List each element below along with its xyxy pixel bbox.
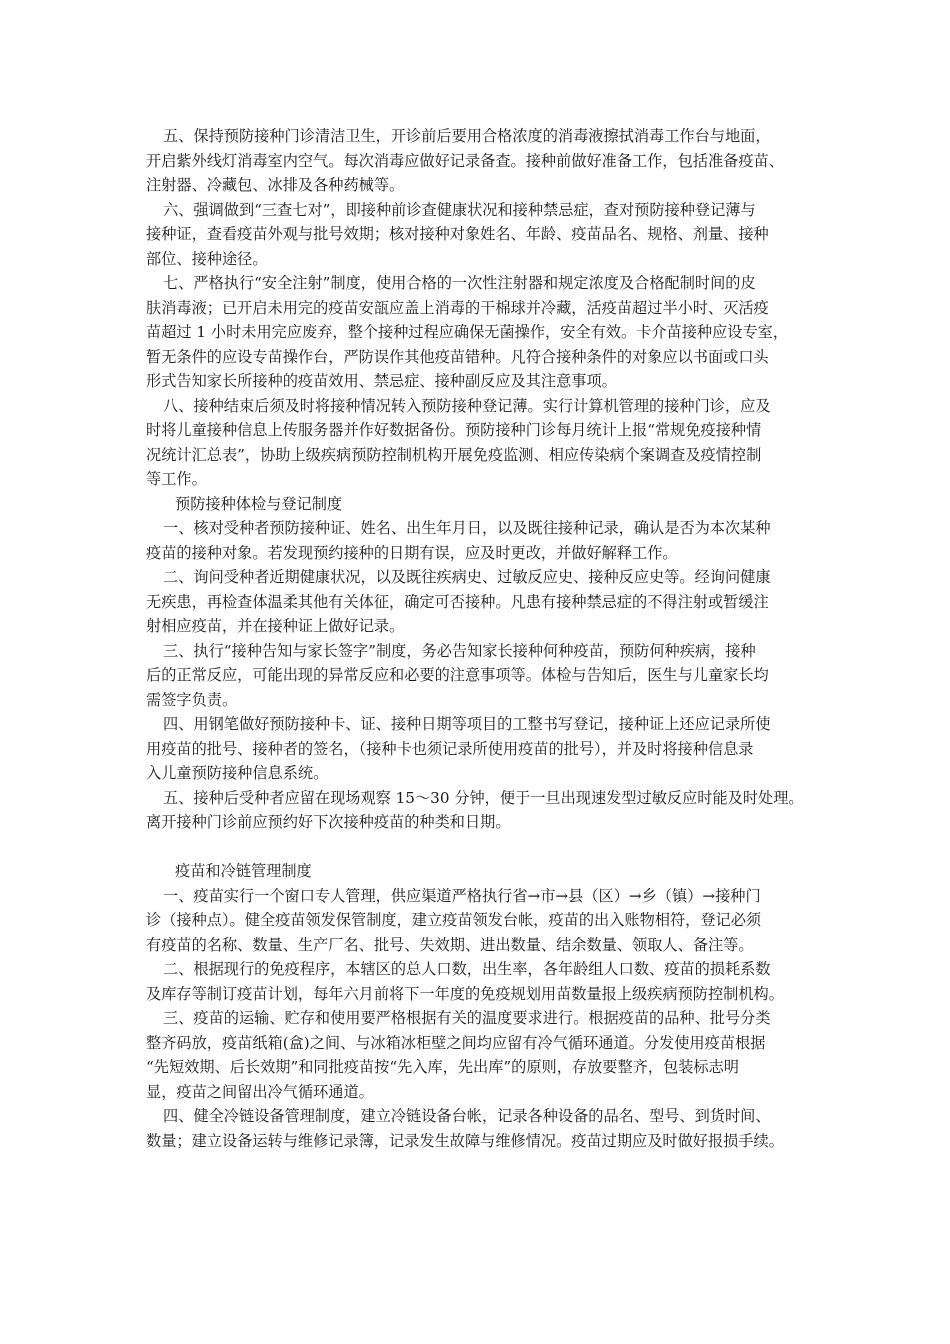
text-line: 一、核对受种者预防接种证、姓名、出生年月日，以及既往接种记录，确认是否为本次某种 xyxy=(163,519,771,537)
text-line: 接种证，查看疫苗外观与批号效期；核对接种对象姓名、年龄、疫苗品名、规格、剂量、接种 xyxy=(146,225,769,243)
paragraph xyxy=(146,786,816,835)
text-line: 无疾患，再检查体温柔其他有关体征，确定可否接种。凡患有接种禁忌症的不得注射或暂缓注 xyxy=(146,592,769,611)
paragraph xyxy=(146,565,816,639)
text-line: 需签字负责。 xyxy=(146,690,238,709)
text-line: 整齐码放，疫苗纸箱(盒)之间、与冰箱冰柜壁之间均应留有冷气循环通道。分发使用疫苗根据 xyxy=(146,1033,766,1052)
text-line: 有疫苗的名称、数量、生产厂名、批号、失效期、进出数量、结余数量、领取人、备注等。 xyxy=(146,935,754,954)
text-line: 二、询问受种者近期健康状况，以及既往疾病史、过敏反应史、接种反应史等。经询问健康 xyxy=(163,568,771,586)
text-line: 肤消毒液；已开启未用完的疫苗安瓿应盖上消毒的干棉球并冷藏，活疫苗超过半小时、灭活疫 xyxy=(146,298,769,317)
text-line: 四、健全冷链设备管理制度，建立冷链设备台帐，记录各种设备的品名、型号、到货时间、 xyxy=(163,1107,771,1125)
text-line: 疫苗的接种对象。若发现预约接种的日期有误，应及时更改，并做好解释工作。 xyxy=(146,543,678,562)
text-line: 注射器、冷藏包、冰排及各种药械等。 xyxy=(146,176,405,194)
paragraph xyxy=(146,639,816,713)
section-heading: 预防接种体检与登记制度 xyxy=(175,494,343,513)
paragraph xyxy=(146,957,816,1006)
text-line: 时将儿童接种信息上传服务器并作好数据备份。预防接种门诊每月统计上报“常规免疫接种情 xyxy=(146,421,762,439)
document-page xyxy=(146,124,816,1153)
paragraph xyxy=(146,271,816,394)
text-line: 部位、接种途径。 xyxy=(146,249,268,268)
text-line: 离开接种门诊前应预约好下次接种疫苗的种类和日期。 xyxy=(146,813,511,831)
text-line: 四、用钢笔做好预防接种卡、证、接种日期等项目的工整书写登记，接种证上还应记录所使 xyxy=(163,715,771,733)
text-line: 及库存等制订疫苗计划，每年六月前将下一年度的免疫规划用苗数量报上级疾病预防控制机构。 xyxy=(146,984,784,1003)
text-line: 一、疫苗实行一个窗口专人管理，供应渠道严格执行省→市→县（区）→乡（镇）→接种门 xyxy=(163,886,761,905)
text-line: “先短效期、后长效期”和同批疫苗按“先入库，先出库”的原则，存放要整齐，包装标志明 xyxy=(146,1058,739,1076)
text-line: 三、执行“接种告知与家长签字”制度，务必告知家长接种何种疫苗，预防何种疾病，接种 xyxy=(163,641,756,660)
text-line: 数量；建立设备运转与维修记录簿，记录发生故障与维修情况。疫苗过期应及时做好报损手续。 xyxy=(146,1131,784,1150)
paragraph xyxy=(146,1104,816,1153)
section-spacer xyxy=(146,835,816,860)
text-line: 开启紫外线灯消毒室内空气。每次消毒应做好记录备查。接种前做好准备工作，包括准备疫苗、 xyxy=(146,151,784,170)
text-line: 等工作。 xyxy=(146,470,207,488)
paragraph xyxy=(146,198,816,272)
text-line: 五、接种后受种者应留在现场观察 15～30 分钟，便于一旦出现速发型过敏反应时能及时处理。 xyxy=(163,788,804,807)
text-line: 暂无条件的应设专苗操作台，严防误作其他疫苗错种。凡符合接种条件的对象应以书面或口头 xyxy=(146,347,769,366)
paragraph xyxy=(146,516,816,565)
text-line: 三、疫苗的运输、贮存和使用要严格根据有关的温度要求进行。根据疫苗的品种、批号分类 xyxy=(163,1009,771,1027)
paragraph xyxy=(146,394,816,492)
text-line: 七、严格执行“安全注射”制度，使用合格的一次性注射器和规定浓度及合格配制时间的皮 xyxy=(163,274,756,292)
text-line: 二、根据现行的免疫程序，本辖区的总人口数，出生率，各年龄组人口数、疫苗的损耗系数 xyxy=(163,960,771,978)
text-line: 诊（接种点）。健全疫苗领发保管制度，建立疫苗领发台帐，疫苗的出入账物相符，登记必须 xyxy=(146,911,762,929)
text-line: 况统计汇总表”，协助上级疾病预防控制机构开展免疫监测、相应传染病个案调查及疫情控制 xyxy=(146,445,762,464)
text-line: 显，疫苗之间留出冷气循环通道。 xyxy=(146,1082,374,1101)
text-line: 形式告知家长所接种的疫苗效用、禁忌症、接种副反应及其注意事项。 xyxy=(146,372,617,390)
text-line: 苗超过 1 小时未用完应废弃，整个接种过程应确保无菌操作，安全有效。卡介苗接种应设专室， xyxy=(146,323,789,341)
paragraph xyxy=(146,884,816,958)
section-heading: 疫苗和冷链管理制度 xyxy=(175,862,312,880)
text-line: 五、保持预防接种门诊清洁卫生，开诊前后要用合格浓度的消毒液擦拭消毒工作台与地面， xyxy=(163,127,771,145)
text-line: 后的正常反应，可能出现的异常反应和必要的注意事项等。体检与告知后，医生与儿童家长均 xyxy=(146,666,769,684)
paragraph xyxy=(146,124,816,198)
paragraph xyxy=(146,1006,816,1104)
text-line: 八、接种结束后须及时将接种情况转入预防接种登记薄。实行计算机管理的接种门诊，应及 xyxy=(163,396,771,415)
text-line: 用疫苗的批号、接种者的签名，（接种卡也须记录所使用疫苗的批号），并及时将接种信息录 xyxy=(146,739,754,758)
paragraph xyxy=(146,712,816,786)
text-line: 入儿童预防接种信息系统。 xyxy=(146,764,329,782)
text-line: 射相应疫苗，并在接种证上做好记录。 xyxy=(146,617,405,635)
text-line: 六、强调做到“三查七对”，即接种前诊查健康状况和接种禁忌症，查对预防接种登记薄与 xyxy=(163,200,756,219)
